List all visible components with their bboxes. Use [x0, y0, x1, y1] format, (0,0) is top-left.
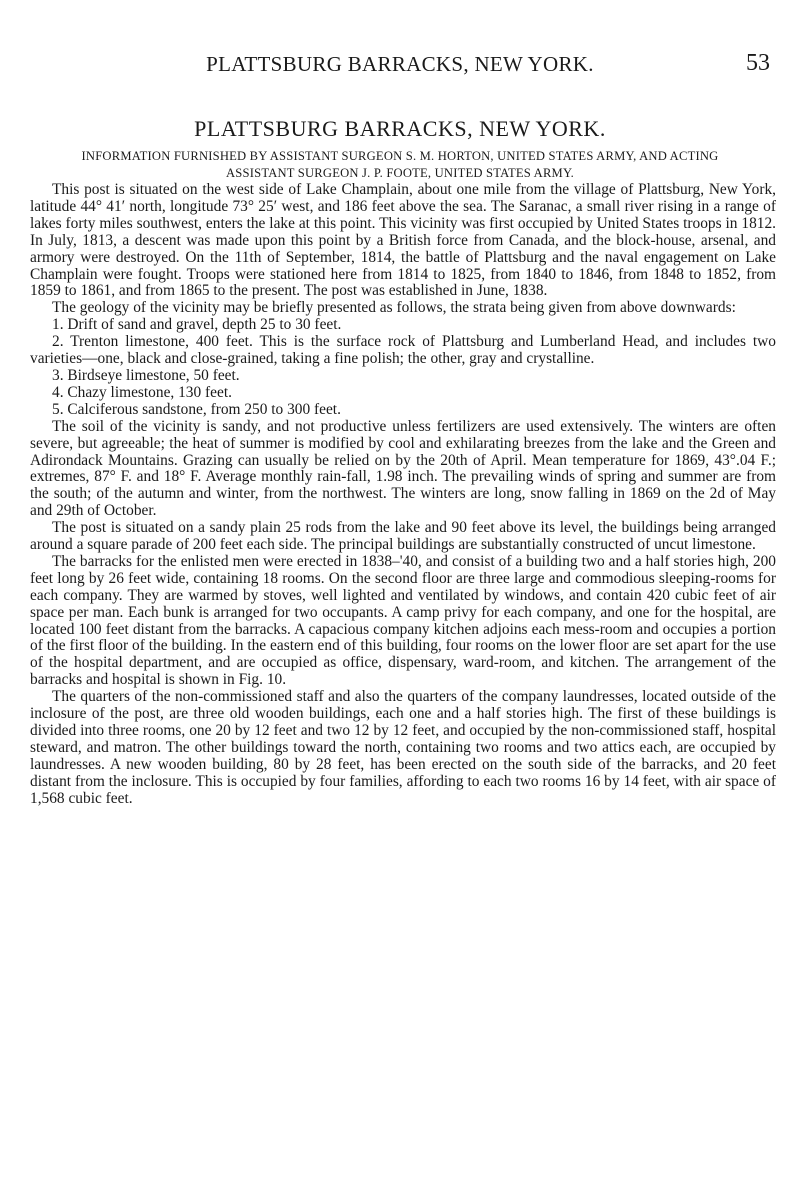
byline: [30, 148, 770, 182]
paragraph-barracks: The barracks for the enlisted men were erected in 1838–'40, and consist of a building two and a half stories high, 200 feet long by 26 feet wide, containing 18 rooms. On the second floor are three large and commodious sleeping-rooms for each company. They are warmed by stoves, well lighted and ventilated by windows, and contain 420 cubic feet of air space per man. Each bunk is arranged for two occupants. A camp privy for each company, and one for the hospital, are located 100 feet distant from the barracks. A capacious company kitchen adjoins each mess-room and occupies a portion of the first floor of the building. In the eastern end of this building, four rooms on the lower floor are set apart for the use of the hospital department, and are occupied as office, dispensary, ward-room, and kitchen. The arrangement of the barracks and hospital is shown in Fig. 10.: [30, 552, 776, 689]
paragraph-quarters: The quarters of the non-commissioned staff and also the quarters of the company laundresses, located outside of the inclosure of the post, are three old wooden buildings, each one and a half stories high. The first of these buildings is divided into three rooms, one 20 by 12 feet and two 12 by 12 feet, and occupied by the non-commissioned staff, hospital steward, and matron. The other buildings toward the north, containing two rooms and two attics each, are occupied by laundresses. A new wooden building, 80 by 28 feet, has been erected on the south side of the barracks, and 20 feet distant from the inclosure. This is occupied by four families, affording to each two rooms 16 by 14 feet, with air space of 1,568 cubic feet.: [30, 688, 776, 807]
strata-item-2: 2. Trenton limestone, 400 feet. This is the surface rock of Plattsburg and Lumberland Head, and includes two varieties—one, black and close-grained, taking a fine polish; the other, gray and crystalline.: [30, 333, 776, 368]
paragraph-site: The post is situated on a sandy plain 25 rods from the lake and 90 feet above its level, the buildings being arranged around a square parade of 200 feet each side. The principal buildings are substantially constructed of uncut limestone.: [30, 519, 776, 554]
article-body: [30, 182, 776, 808]
paragraph-geology-intro: The geology of the vicinity may be briefly presented as follows, the strata being given from above downwards:: [52, 299, 736, 317]
paragraph-location: This post is situated on the west side of Lake Champlain, about one mile from the village of Plattsburg, New York, latitude 44° 41′ north, longitude 73° 25′ west, and 186 feet above the sea. The Saranac, a small river rising in a range of lakes forty miles southwest, enters the lake at this point. This vicinity was first occupied by United States troops in 1812. In July, 1813, a descent was made upon this point by a British force from Canada, and the block-house, arsenal, and armory were destroyed. On the 11th of September, 1814, the battle of Plattsburg and the naval engagement on Lake Champlain were fought. Troops were stationed here from 1814 to 1825, from 1840 to 1846, from 1848 to 1852, from 1859 to 1861, and from 1865 to the present. The post was established in June, 1838.: [30, 181, 776, 300]
paragraph-soil-climate: The soil of the vicinity is sandy, and not productive unless fertilizers are used extensively. The winters are often severe, but agreeable; the heat of summer is modified by cool and exhilarating breezes from the lake and the Green and Adirondack Mountains. Grazing can usually be relied on by the 20th of April. Mean temperature for 1869, 43°.04 F.; extremes, 87° F. and 18° F. Average monthly rain-fall, 1.98 inch. The prevailing winds of spring and summer are from the south; of the autumn and winter, from the northwest. The winters are long, snow falling in 1869 on the 2d of May and 29th of October.: [30, 417, 776, 520]
running-title: PLATTSBURG BARRACKS, NEW YORK.: [206, 52, 594, 76]
strata-item-3: 3. Birdseye limestone, 50 feet.: [52, 366, 240, 384]
running-head: [30, 44, 770, 84]
page-number: 53: [746, 50, 770, 76]
strata-item-1: 1. Drift of sand and gravel, depth 25 to 30 feet.: [52, 316, 342, 334]
strata-item-5: 5. Calciferous sandstone, from 250 to 300 feet.: [52, 400, 341, 418]
byline-line-1: INFORMATION FURNISHED BY ASSISTANT SURGEON S. M. HORTON, UNITED STATES ARMY, AND ACTING: [81, 149, 719, 163]
byline-line-2: ASSISTANT SURGEON J. P. FOOTE, UNITED STATES ARMY.: [226, 166, 574, 180]
strata-item-4: 4. Chazy limestone, 130 feet.: [52, 383, 232, 401]
article-title: PLATTSBURG BARRACKS, NEW YORK.: [194, 116, 606, 141]
